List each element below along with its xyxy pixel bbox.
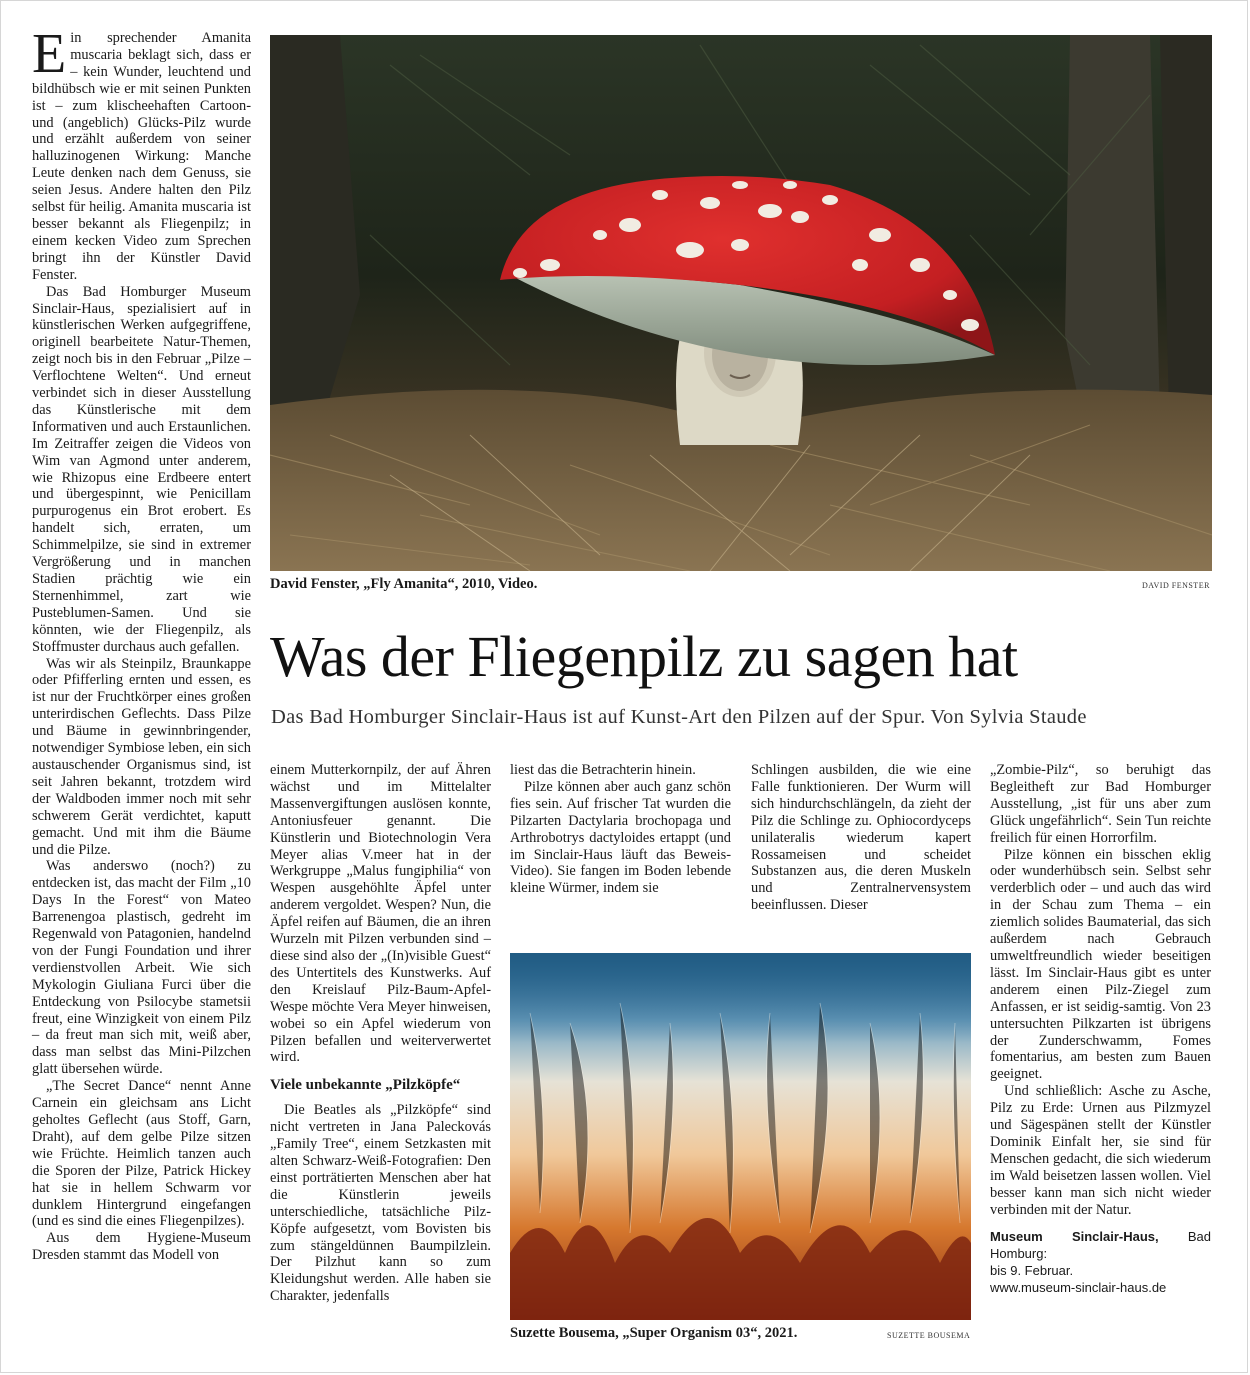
main-photo-fly-amanita	[270, 35, 1212, 571]
subheading: Viele unbekannte „Pilzköpfe“	[270, 1077, 461, 1094]
paragraph: Pilze können ein bisschen eklig oder wunderhübsch sein. Selbst sehr verderblich oder – und auch das wird in der Schau zum Thema – ein ziemlich solides Baumaterial, das sich außerdem nach Gebrauch umweltfreundlich wieder beseitigen lässt. Im Sinclair-Haus gibt es unter anderem einen Pilz-Ziegel zum Anfassen, er ist seidig-samtig. Von 23 untersuchten Pilkzarten ist übrigens der Zunderschwamm, Fomes fomentarius, am besten zum Bauen geeignet.	[990, 846, 1211, 1083]
museum-city: Bad Homburg:	[990, 1229, 1211, 1262]
subtitle: Das Bad Homburger Sinclair-Haus ist auf Kunst-Art den Pilzen auf der Spur. Von Sylvia Staude	[271, 706, 1087, 728]
paragraph: einem Mutterkornpilz, der auf Ähren wächst und im Mittelalter Massenvergiftungen auslösen konnte, Antoniusfeuer genannt. Die Künstlerin und Biotechnologin Vera Meyer alias V.meer hat in der Werkgruppe „Malus fungiphilia“ von Wespen ausgehöhlte Äpfel unter anderem vergoldet. Wespen? Nun, die Äpfel reifen auf Bäumen, die an ihren Wurzeln mit Pilzen verbunden sind – diese sind also der „(In)visible Guest“ des Untertitels des Kunstwerks. Auf den Kreislauf Pilz-Baum-Apfel-Wespe möchte Vera Meyer hinweisen, wobei so ein Apfel wiederum von Pilzen befallen und weiterverwertet wird.	[270, 762, 491, 1066]
paragraph: Pilze können aber auch ganz schön fies sein. Auf frischer Tat wurden die Pilzarten Dactylaria brochopaga und Arthrobotrys dactyloides ertappt (und im Sinclair-Haus läuft das Beweis-Video). Sie fangen im Boden lebende kleine Würmer, indem sie	[510, 778, 731, 897]
article-column-1	[32, 23, 251, 1264]
paragraph: Das Bad Homburger Museum Sinclair-Haus, spezialisiert auf in künstlerischen Werken aufgegriffene, originell bearbeitete Natur-Themen, zeigt noch bis in den Februar „Pilze – Verflochtene Welten“. Und erneut verbindet sich in dieser Ausstellung das Künstlerische mit dem Informativen und auch Erstaunlichen. Im Zeitraffer zeigen die Videos von Wim van Agmond unter anderem, wie Rhizopus eine Erdbeere entert und übergespinnt, wie Penicillam purpurogenus ein Brot erobert. Es handelt sich, erraten, um Schimmelpilze, sie sind in extremer Vergrößerung und in manchen Stadien prächtig wie ein Sternenhimmel, zart wie Pusteblumen-Samen. Und sie könnten, wie der Fliegenpilz, als Stoffmuster durchaus auch gefallen.	[32, 283, 251, 655]
second-photo-super-organism	[510, 953, 971, 1320]
main-photo-credit: DAVID FENSTER	[1142, 581, 1210, 590]
exhibition-dates: bis 9. Februar.	[990, 1263, 1074, 1279]
paragraph: „The Secret Dance“ nennt Anne Carnein ein gleichsam ans Licht geholtes Geflecht (aus Stoff, Garn, Draht), auf dem gelbe Pilze sitzen wie Früchte. Heimlich tanzen auch die Sporen der Pilze, Patrick Hickey hat sie in hellem Schwarm vor dunklem Hintergrund eingefangen (und es sind die eines Fliegenpilzes).	[32, 1078, 251, 1230]
drop-cap: E	[32, 23, 67, 85]
paragraph: Aus dem Hygiene-Museum Dresden stammt das Modell von	[32, 1230, 251, 1264]
headline: Was der Fliegenpilz zu sagen hat	[270, 624, 1018, 689]
museum-url-link[interactable]: www.museum-sinclair-haus.de	[990, 1280, 1167, 1296]
paragraph: Die Beatles als „Pilzköpfe“ sind nicht vertreten in Jana Paleckovás „Family Tree“, einem Setzkasten mit alten Schwarz-Weiß-Fotografien: Den einst porträtierten Menschen aber hat die Künstlerin jeweils unterschiedliche, tatsächliche Pilz-Köpfe aufgesetzt, vom Bovisten bis zum stängeldünnen Baumpilzlein. Der Pilzhut kann so zum Kleidungshut werden. Alle haben sie Charakter, jedenfalls	[270, 1102, 491, 1305]
main-photo-caption: David Fenster, „Fly Amanita“, 2010, Video.	[270, 576, 538, 592]
second-photo-credit: SUZETTE BOUSEMA	[887, 1331, 971, 1340]
article-column-3	[510, 762, 731, 897]
article-column-2	[270, 762, 491, 1305]
paragraph: Was wir als Steinpilz, Braunkappe oder Pfifferling ernten und essen, es ist nur der Fruchtkörper eines großen unterirdischen Geflechts. Dass Pilze und Bäume in gewinnbringender, notwendiger Symbiose leben, ein sich austauschender Organismus sind, ist seit Jahren bekannt, trotzdem wird der Waldboden immer noch mit sehr schwerem Gerät verdichtet, kaputt gemacht. Und mit ihm die Bäume und die Pilze.	[32, 655, 251, 858]
article-column-5	[990, 762, 1211, 1296]
paragraph: Und schließlich: Asche zu Asche, Pilz zu Erde: Urnen aus Pilzmyzel und Sägespänen stellt der Künstler Dominik Einfalt her, sie sind für Menschen gedacht, die sich wiederum im Wald beisetzen lassen wollen. Viel besser kann man sich nicht wieder verbinden mit der Natur.	[990, 1083, 1211, 1218]
exhibition-info	[990, 1228, 1211, 1296]
paragraph: Was anderswo (noch?) zu entdecken ist, das macht der Film „10 Days In the Forest“ von Mateo Barrenengoa plastisch, gedreht im Regenwald von Patagonien, handelnd von der Fungi Foundation und ihrer verdienstvollen Arbeit. Wie sich Mykologin Giuliana Furci über die Entdeckung von Psilocybe stametsii freut, eine Winzigkeit von einem Pilz – da freut man sich mit, weiß aber, dass man selbst das Mini-Pilzchen glatt übersehen würde.	[32, 858, 251, 1078]
paragraph: liest das die Betrachterin hinein.	[510, 762, 696, 778]
museum-name: Museum Sinclair-Haus,	[990, 1229, 1159, 1245]
second-photo-caption: Suzette Bousema, „Super Organism 03“, 2021.	[510, 1325, 798, 1341]
article-column-4	[751, 762, 971, 914]
paragraph: „Zombie-Pilz“, so beruhigt das Begleitheft zur Bad Homburger Ausstellung, „ist für uns aber zum Glück ungefährlich“. Sein Tun reichte freilich für einen Horrorfilm.	[990, 762, 1211, 846]
paragraph: Ein sprechender Amanita muscaria beklagt sich, dass er – kein Wunder, leuchtend und bildhübsch wie er mit seinen Punkten ist – zum klischeehaften Cartoon- und (angeblich) Glücks-Pilz wurde und erzählt außerdem von seiner halluzinogenen Wirkung: Manche Leute denken nach dem Genuss, sie seien Jesus. Andere halten den Pilz selbst für heilig. Amanita muscaria ist besser bekannt als Fliegenpilz; in einem kecken Video zum Sprechen bringt ihn der Künstler David Fenster.	[32, 23, 251, 283]
paragraph: Schlingen ausbilden, die wie eine Falle funktionieren. Der Wurm will sich hindurchschlängeln, da zieht der Pilz die Schlinge zu. Ophiocordyceps unilateralis wiederum kapert Rossameisen und scheidet Substanzen aus, die deren Muskeln und Zentralnervensystem beeinflussen. Dieser	[751, 762, 971, 914]
